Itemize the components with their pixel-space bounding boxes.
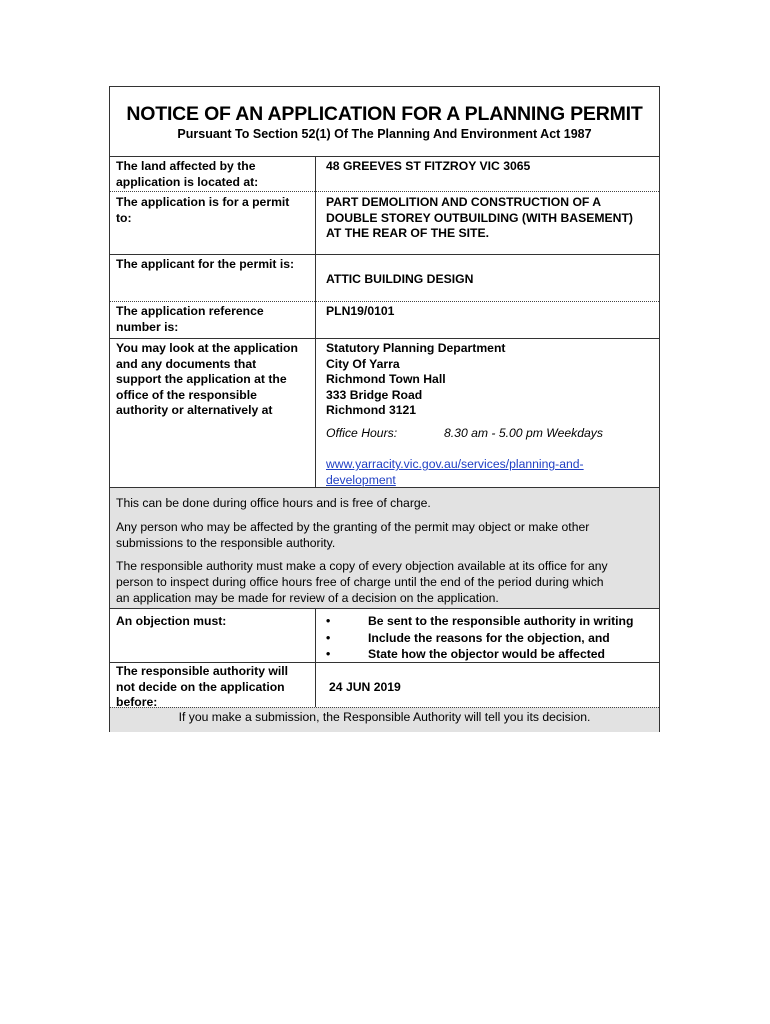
footer-note: If you make a submission, the Responsible Authority will tell you its decision. <box>178 710 591 724</box>
info-paragraph-2: Any person who may be affected by the granting of the permit may object or make other submissions to the responsible authority. <box>116 520 590 550</box>
applicant-value: ATTIC BUILDING DESIGN <box>326 272 474 286</box>
divider <box>110 338 659 339</box>
planning-permit-notice <box>109 86 660 732</box>
divider <box>110 301 659 302</box>
bullet-icon: • <box>326 647 331 661</box>
divider <box>110 254 659 255</box>
bullet-icon: • <box>326 630 331 645</box>
applicant-label: The applicant for the permit is: <box>116 257 295 271</box>
decision-label: The responsible authority will not decide on the application before: <box>116 664 289 709</box>
column-divider <box>315 156 316 487</box>
application-label: The application is for a permit to: <box>116 195 290 225</box>
info-paragraph-3: The responsible authority must make a copy of every objection available at its office for any person to inspect during office hours free of charge until the end of the period during which an application may be made for review of a decision on the application. <box>116 559 608 605</box>
office-hours-value: 8.30 am - 5.00 pm Weekdays <box>444 426 603 440</box>
land-value: 48 GREEVES ST FITZROY VIC 3065 <box>326 159 531 173</box>
list-item: • State how the objector would be affected <box>326 647 606 661</box>
inspection-address: Statutory Planning Department City Of Yarra Richmond Town Hall 333 Bridge Road Richmond 3121 <box>326 341 506 417</box>
objection-list <box>326 613 633 663</box>
bullet-icon: • <box>326 614 331 628</box>
list-item: • Be sent to the responsible authority in writing <box>326 614 634 628</box>
application-value: PART DEMOLITION AND CONSTRUCTION OF A DOUBLE STOREY OUTBUILDING (WITH BASEMENT) AT THE REAR OF THE SITE. <box>326 195 633 240</box>
info-paragraph-1: This can be done during office hours and is free of charge. <box>116 496 431 510</box>
notice-subtitle: Pursuant To Section 52(1) Of The Planning And Environment Act 1987 <box>177 127 592 141</box>
column-divider <box>315 608 316 707</box>
reference-value: PLN19/0101 <box>326 304 395 318</box>
decision-date: 24 JUN 2019 <box>329 680 401 694</box>
divider <box>110 608 659 609</box>
notice-title: NOTICE OF AN APPLICATION FOR A PLANNING PERMIT <box>126 103 643 125</box>
inspection-label: You may look at the application and any documents that support the application at the office of the responsible authority or alternatively at <box>116 341 298 417</box>
divider <box>110 156 659 157</box>
land-label: The land affected by the application is located at: <box>116 159 259 189</box>
objection-label: An objection must: <box>116 614 227 628</box>
list-item: • Include the reasons for the objection, and <box>326 630 610 645</box>
yarra-website-link[interactable]: www.yarracity.vic.gov.au/services/planning-and- development <box>326 457 584 487</box>
office-hours-label: Office Hours: <box>326 426 398 440</box>
divider <box>110 191 659 192</box>
reference-label: The application reference number is: <box>116 304 264 334</box>
